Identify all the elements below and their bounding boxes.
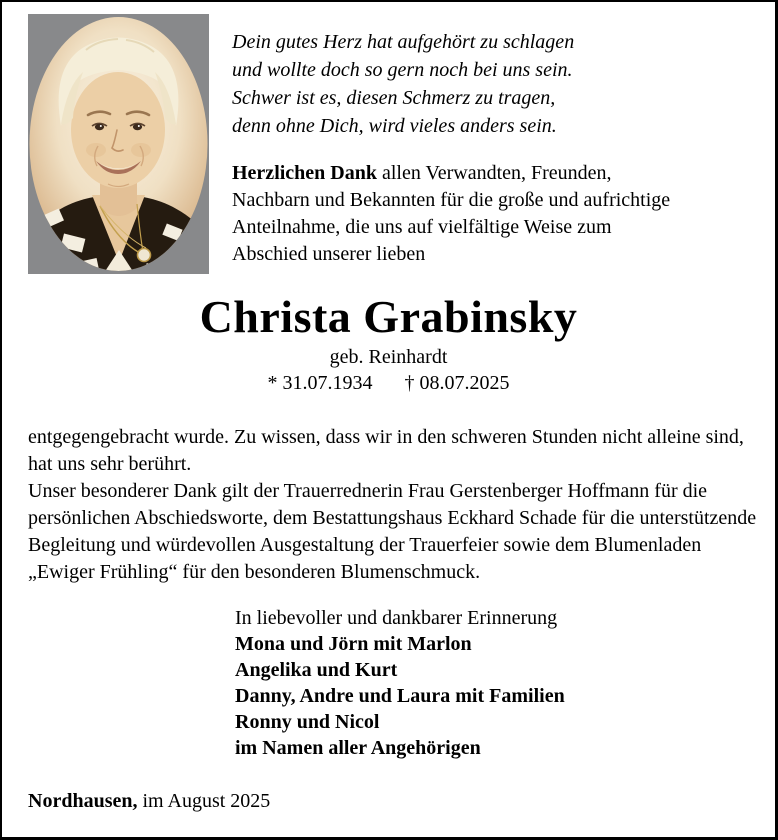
date: im August 2025 [142, 790, 271, 812]
mourner-name: Mona und Jörn mit Marlon [235, 633, 472, 655]
death-date: † 08.07.2025 [404, 372, 510, 394]
place-date-line [28, 788, 270, 814]
deceased-name: Christa Grabinsky [199, 291, 578, 342]
portrait-image [28, 14, 209, 274]
poem-line: Dein gutes Herz hat aufgehört zu schlagen [232, 31, 575, 53]
birth-date: * 31.07.1934 [267, 372, 373, 394]
name-block [2, 293, 775, 396]
mourner-name: im Namen aller Angehörigen [235, 737, 481, 759]
portrait-photo [28, 14, 209, 274]
mourners-intro: In liebevoller und dankbarer Erinnerung [235, 607, 558, 629]
mourner-name: Danny, Andre und Laura mit Familien [235, 685, 565, 707]
mourners-block [235, 605, 565, 761]
mourner-name: Angelika und Kurt [235, 659, 398, 681]
birth-name: geb. Reinhardt [329, 346, 448, 368]
thanks-text: allen Verwandten, Freunden, Nachbarn und Bekannten für die große und aufrichtige Anteilnahme, die uns auf vielfältige Weise zum Abschied unserer lieben [232, 162, 671, 265]
life-dates [2, 370, 775, 396]
top-right-column [232, 28, 674, 268]
mourner-name: Ronny und Nicol [235, 711, 380, 733]
acknowledgement-paragraph-1: entgegengebracht wurde. Zu wissen, dass wir in den schweren Stunden nicht alleine sind, hat uns sehr berührt. [28, 426, 744, 475]
acknowledgement-text [28, 424, 760, 586]
poem-line: und wollte doch so gern noch bei uns sein. [232, 59, 573, 81]
memorial-poem [232, 28, 674, 140]
poem-line: Schwer ist es, diesen Schmerz zu tragen, [232, 87, 556, 109]
acknowledgement-paragraph-2: Unser besonderer Dank gilt der Trauerrednerin Frau Gerstenberger Hoffmann für die persönlichen Abschiedsworte, dem Bestattungshaus Eckhard Schade für die unterstützende Begleitung und würdevollen Ausgestaltung der Trauerfeier sowie dem Blumenladen „Ewiger Frühling“ für den besonderen Blumenschmuck. [28, 480, 757, 583]
poem-line: denn ohne Dich, wird vieles anders sein. [232, 115, 557, 137]
thanks-lead: Herzlichen Dank [232, 162, 377, 184]
place: Nordhausen, [28, 790, 138, 812]
thanks-paragraph [232, 160, 674, 268]
